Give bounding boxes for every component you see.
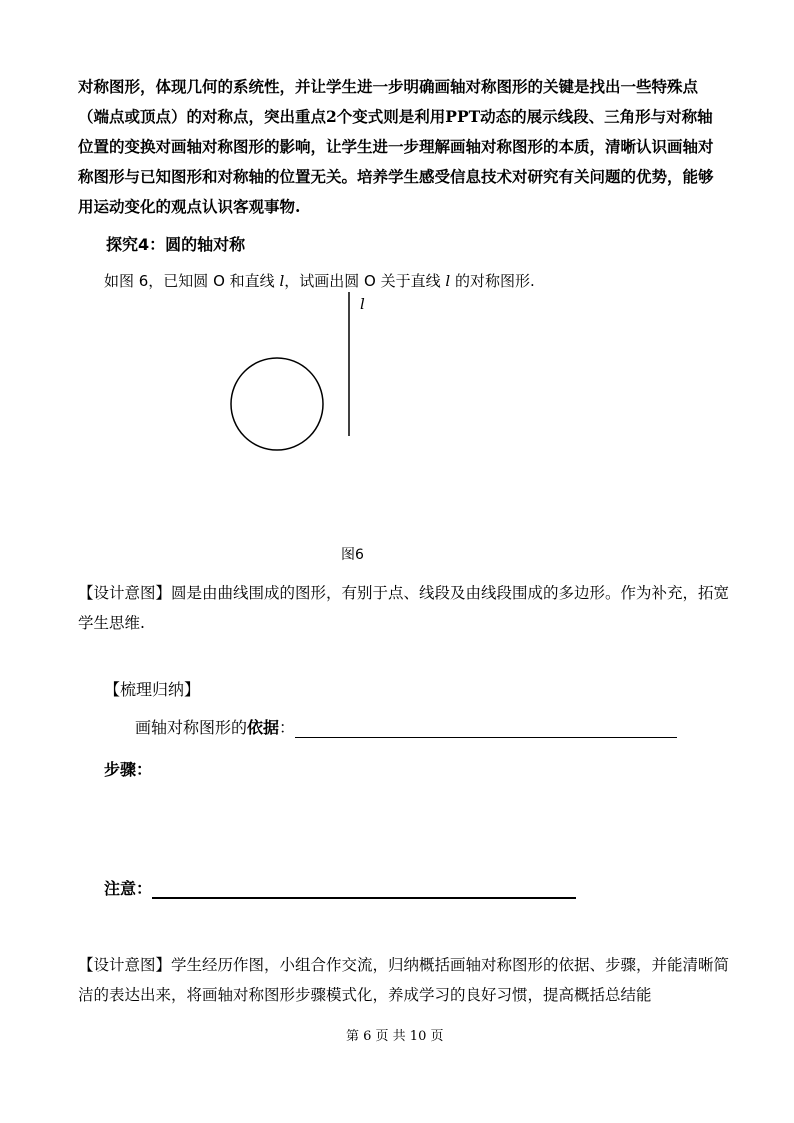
basis-colon: ：: [279, 718, 296, 737]
line-symbol: l: [445, 272, 451, 290]
note-row: [104, 876, 576, 899]
basis-bold: 依据: [247, 718, 280, 737]
note-label: 注意：: [104, 879, 153, 898]
problem-middle: ，试画出圆 O 关于直线: [284, 272, 446, 290]
note-blank[interactable]: [152, 879, 576, 899]
problem-prefix: 如图 6，已知圆 O 和直线: [104, 272, 280, 290]
basis-label: 画轴对称图形的: [135, 718, 248, 737]
basis-blank[interactable]: [295, 719, 677, 738]
line-label: l: [360, 295, 365, 313]
summary-heading: 【梳理归纳】: [104, 680, 201, 699]
page-footer: 第 6 页 共 10 页: [346, 1029, 444, 1044]
intro-paragraph: 对称图形，体现几何的系统性，并让学生进一步明确画轴对称图形的关键是找出一些特殊点（端点或顶点）的对称点，突出重点2个变式则是利用PPT动态的展示线段、三角形与对称轴位置的变换对画轴对称图形的影响，让学生进一步理解画轴对称图形的本质，清晰认识画轴对称图形与已知图形和对称轴的位置无关。培养学生感受信息技术对研究有关问题的优势，能够用运动变化的观点认识客观事物.: [78, 77, 714, 216]
section-heading: 探究4：圆的轴对称: [106, 235, 246, 254]
circle-o: [231, 358, 323, 450]
design-intent-1: 【设计意图】圆是由曲线围成的图形，有别于点、线段及由线段围成的多边形。作为补充，拓宽学生思维.: [78, 584, 730, 632]
steps-label: 步骤：: [104, 760, 153, 779]
line-symbol: l: [279, 272, 285, 290]
problem-suffix: 的对称图形.: [450, 272, 535, 290]
design-intent-2: 【设计意图】学生经历作图，小组合作交流，归纳概括画轴对称图形的依据、步骤，并能清晰简洁的表达出来，将画轴对称图形步骤模式化，养成学习的良好习惯，提高概括总结能: [78, 956, 730, 1004]
basis-row: [135, 715, 677, 738]
figure-caption: 图6: [341, 547, 364, 563]
